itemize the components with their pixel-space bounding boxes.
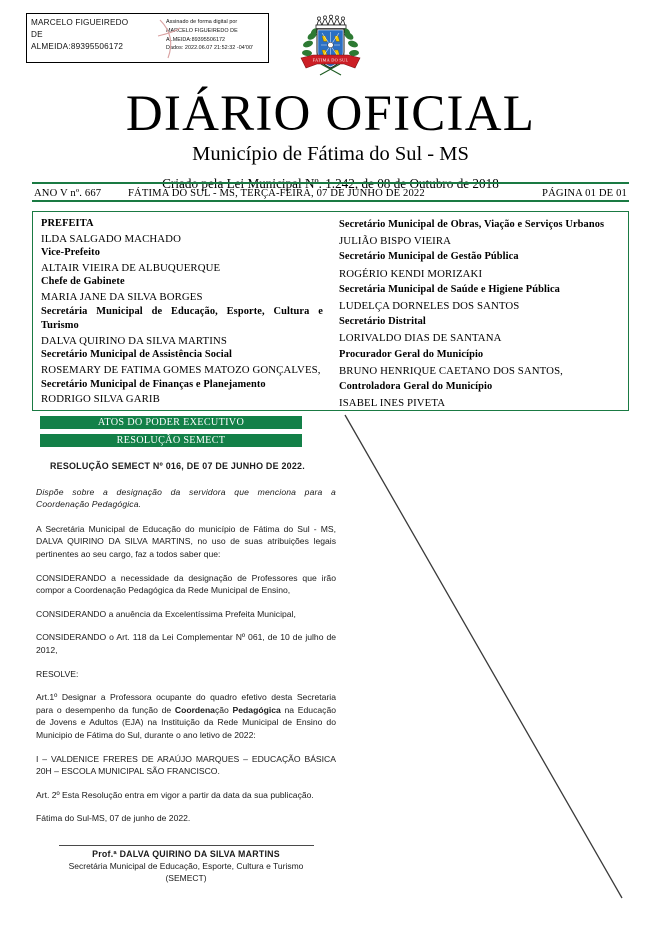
article-1-bold-b: Pedagógica [232,704,281,715]
resolution-ementa: Dispõe sobre a designação da servidora que menciona para a Coordenação Pedagógica. [36,486,336,510]
article-1-bold-a: Coordena [174,704,215,715]
official-name: BRUNO HENRIQUE CAETANO DOS SANTOS, [339,364,563,377]
official-name: MARIA JANE DA SILVA BORGES [41,290,203,303]
signature-details [162,14,268,62]
page-number: PÁGINA 01 DE 01 [542,188,627,199]
official-name: RODRIGO SILVA GARIB [41,393,160,406]
official-role: Chefe de Gabinete [41,276,125,288]
section-header-resolucao-semect: RESOLUÇÃO SEMECT [40,434,302,447]
signatory-role-line-2: (SEMECT) [165,873,207,884]
official-role: Controladora Geral do Município [339,381,493,393]
signatory-role-line-1: Secretária Municipal de Educação, Esporte, Cultura e Turismo [68,861,304,871]
signature-detail-line-3: ALMEIDA:89395506172 [166,36,226,43]
official-role: PREFEITA [41,218,94,229]
designation-item-1: I – VALDENICE FRERES DE ARAÚJO MARQUES – EDUCAÇÃO BÁSICA 20H – ESCOLA MUNICIPAL SÃO FRANCISCO. [36,753,336,777]
signatory-block [36,845,336,885]
resolve-label: RESOLVE: [36,668,79,679]
official-role: Secretária Municipal de Educação, Esporte, Cultura e Turismo [41,305,323,332]
official-name: ROGÉRIO KENDI MORIZAKI [339,267,483,280]
place-and-date: Fátima do Sul-MS, 07 de junho de 2022. [36,813,191,824]
official-name: DALVA QUIRINO DA SILVA MARTINS [41,334,227,347]
official-name: ILDA SALGADO MACHADO [41,232,181,245]
signature-detail-line-4: Dados: 2022.06.07 21:52:32 -04'00' [166,45,254,52]
article-2: Art. 2º Esta Resolução entra em vigor a partir da data da sua publicação. [36,789,314,800]
official-name: LUDELÇA DORNELES DOS SANTOS [339,300,520,313]
signature-signer-name [27,14,162,62]
considerando-2: CONSIDERANDO a anuência da Excelentíssima Prefeita Municipal, [36,608,296,619]
official-role: Vice-Prefeito [41,247,100,259]
coat-of-arms-icon [295,12,366,84]
section-header-atos-poder-executivo: ATOS DO PODER EXECUTIVO [40,416,302,429]
resolution-preamble: A Secretária Municipal de Educação do município de Fátima do Sul - MS, DALVA QUIRINO DA SILVA MARTINS, no uso de suas atribuições legais pertinentes ao seu cargo, faz a todos saber que: [36,523,336,559]
considerando-1: CONSIDERANDO a necessidade da designação de Professores que irão compor a Coordenação Pedagógica da Rede Municipal de Ensino, [36,572,336,596]
article-1-text-a: Art.1º Designar a Professora ocupante do quadro efetivo desta Secretaria para o desempenho da função de [36,692,336,715]
official-name: ALTAIR VIEIRA DE ALBUQUERQUE [41,261,221,274]
svg-text:FATIMA DO SUL: FATIMA DO SUL [312,57,349,63]
official-name: LORIVALDO DIAS DE SANTANA [339,332,502,345]
official-role: Secretário Municipal de Gestão Pública [339,251,519,263]
masthead [0,88,661,192]
municipal-officials-box [32,211,629,411]
considerando-3: CONSIDERANDO o Art. 118 da Lei Complementar Nº 061, de 10 de julho de 2012, [36,632,336,655]
article-1-text-c: na Educação de Jovens e Adultos (EJA) na Instituição da Rede Municipal de Ensino do Municipio de Fátima do Sul, durante o ano letivo de 2022: [36,704,336,740]
signature-detail-line-2: MARCELO FIGUEIREDO DE [166,27,238,34]
official-role: Secretário Distrital [339,316,426,328]
signer-line-1: MARCELO FIGUEIREDO [31,18,129,27]
official-role: Procurador Geral do Município [339,348,484,360]
official-role: Secretário Municipal de Obras, Viação e Serviços Urbanos [339,219,605,230]
officials-column-left [33,217,331,410]
masthead-subtitle: Município de Fátima do Sul - MS [192,143,469,165]
resolution-body [36,460,336,825]
official-name: ISABEL INES PIVETA [339,397,446,410]
official-role: Secretária Municipal de Saúde e Higiene Pública [339,283,560,295]
officials-column-right [331,217,628,410]
issue-info-bar [32,182,629,202]
page-title: DIÁRIO OFICIAL [125,86,536,142]
signer-line-2: DE [31,29,43,39]
digital-signature-stamp [26,13,269,63]
official-name: ROSEMARY DE FATIMA GOMES MATOZO GONÇALVES, [41,363,321,376]
signature-rule [59,845,314,846]
official-role: Secretário Municipal de Assistência Social [41,349,233,361]
resolution-title: RESOLUÇÃO SEMECT Nº 016, DE 07 DE JUNHO DE 2022. [50,461,305,471]
signer-line-3: ALMEIDA:89395506172 [31,41,124,51]
masthead-law-line: Criado pela Lei Municipal Nº. 1.242, de 08 de Outubro de 2018 [162,176,499,191]
signature-detail-line-1: Assinado de forma digital por [166,19,238,25]
article-1 [36,691,336,741]
official-name: JULIÃO BISPO VIEIRA [339,235,452,248]
issue-date: FÁTIMA DO SUL - MS, TERÇA-FEIRA, 07 DE JUNHO DE 2022 [128,188,425,199]
issue-number: ANO V nº. 667 [34,188,102,199]
official-role: Secretário Municipal de Finanças e Planejamento [41,378,266,390]
signatory-name: Prof.ª DALVA QUIRINO DA SILVA MARTINS [92,849,280,859]
article-1-text-b: ção [214,704,233,715]
